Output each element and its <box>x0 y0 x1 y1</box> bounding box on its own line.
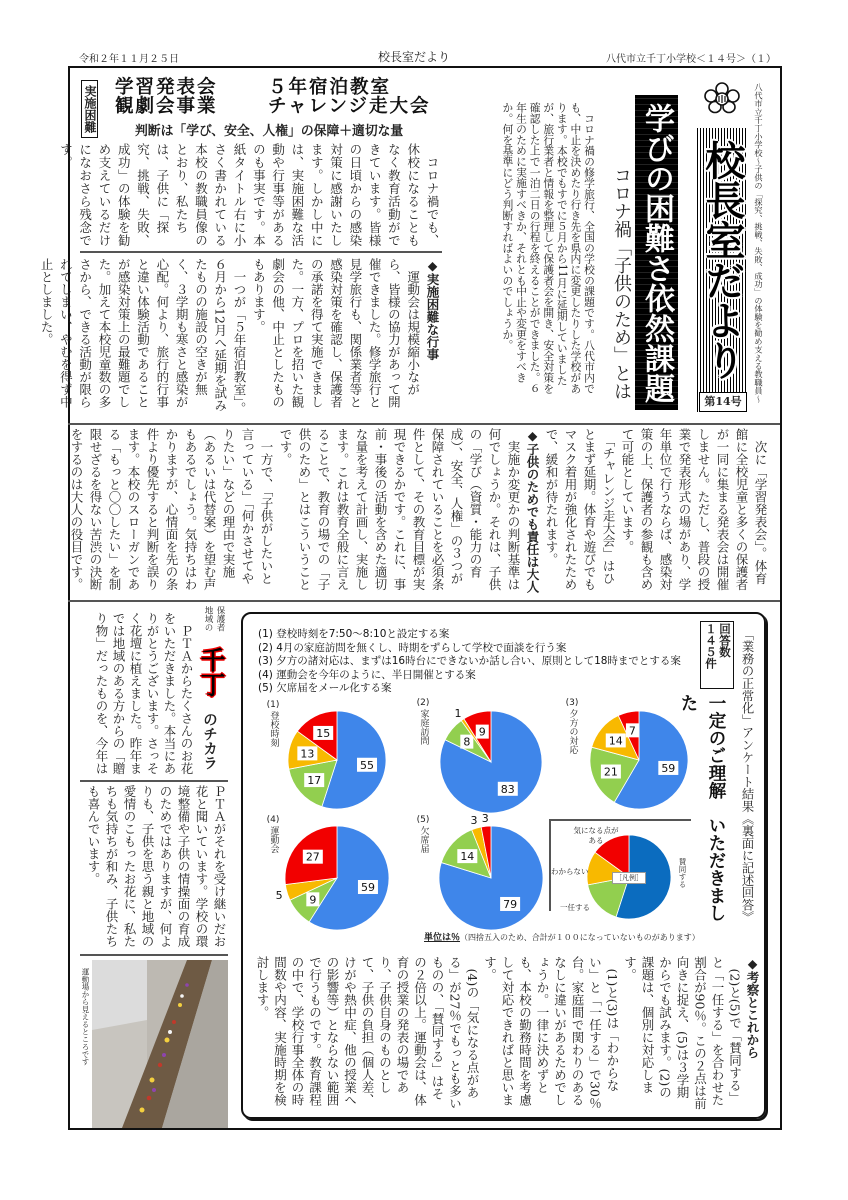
paragraph: 実施か変更かの判断基準は何でしょうか。それは、子供の「学び（資質・能力の育成）、安全、人権」の３つが保障されていることを必須条件として、その教育目標が実現できるかです。これに、事前・事後の活動を含めた適切な量を考えて計画し、実施します。これは教育全般に言えることで、教育の場での「子供のため」とはこういうことです。 <box>278 428 521 591</box>
pie-label: 欠席届 <box>418 826 429 853</box>
pie-1-label-2 <box>297 746 317 760</box>
pie-number: (1) <box>266 700 280 710</box>
legend-title: ［凡例］ <box>612 872 646 884</box>
pie-5-label-2 <box>471 814 478 827</box>
svg-text:59: 59 <box>661 761 676 775</box>
svg-text:15: 15 <box>316 726 331 740</box>
paragraph: 一つが「５年宿泊教室」。６月から12月へ延期を試みたものの施設の空きが無く、３学期も寒さと感染が心配。何より、旅行的行事と違い体験活動であることが感染対策上の最難題でした。加えて本校児童数の多さから、できる活動が限られてしまい、やむを得ず中止としました。 <box>39 258 248 415</box>
chart-footnote <box>424 930 700 943</box>
pie-5-label-1 <box>457 849 477 863</box>
issue-number: 第14号 <box>699 392 747 412</box>
legend-delegate: 一任する <box>560 903 590 912</box>
pta-brand-logo: 千丁 <box>197 647 226 697</box>
proposal-item: (3) 夕方の諸対応は、まずは16時台にできないか話し合い、原則として18時までとする案 <box>258 655 681 668</box>
pta-brand-suffix: のチカラ <box>201 712 217 770</box>
pie-2-label-0 <box>498 782 518 796</box>
pie-1-label-0 <box>357 758 377 772</box>
svg-text:9: 9 <box>309 893 317 907</box>
paragraph: (4)の「気になる点がある」が27％でもっとも多いものの、「賛同する」はその２倍以上。運動会は、体育の授業の発表の場であり、子供自身のものとして、子供の負担（個人差、けがや熱中症、他の授業への影響等）とならない範囲で行うものです。教育課程の中で、学校行事全体の時間数や内容、実施時期を検討します。 <box>255 956 480 1110</box>
heading-right-2: チャレンジ走大会 <box>268 96 431 117</box>
legend-unsure: わからない <box>551 867 589 876</box>
header-title: 校長室だより <box>378 50 451 64</box>
paragraph: 運動会は規模縮小ながら、皆様の協力があって開催できました。修学旅行と見学旅行も、関係業者等と感染対策を確認し、保護者の承諾を得て実施できました。一方、プロを招いた観劇会の他、中止としたものもあります。 <box>251 258 421 408</box>
headline-sub: コロナ禍「子供のため」とは <box>611 166 632 400</box>
svg-text:14: 14 <box>460 850 475 864</box>
svg-text:3: 3 <box>481 811 489 825</box>
svg-text:7: 7 <box>628 724 636 738</box>
pta-text-upper: ＰＴＡからたくさんのお花をいただきました。本当にありがとうございます。さっそく花壇に植えました。昨年までは地域のある方からの「贈り物」だったものを、今年は <box>94 612 194 775</box>
paragraph: (2)と(5)で「賛同する」と「一任する」を合わせた割合が90％。この２点は前向きに捉え、(5)は３学期からでも試みます。(2)の課題は、個別に対応します。 <box>622 956 743 1110</box>
proposal-item: (5) 欠席届をメール化する案 <box>258 682 392 695</box>
pie-1-label-3 <box>313 726 333 740</box>
pie-number: (2) <box>416 698 430 708</box>
article-subheading: 判断は「学び、安全、人権」の保障＋適切な量 <box>135 124 404 139</box>
legend-concern: 気になる点がある <box>573 826 619 845</box>
heading-left-1: 学習発表会 <box>115 77 218 98</box>
pie-label: 夕方の対応 <box>567 709 578 754</box>
pie-2-label-3 <box>476 725 489 739</box>
svg-text:14: 14 <box>608 734 623 748</box>
heading-left-2: 観劇会事業 <box>115 96 218 117</box>
kicker-line: 地域の <box>203 606 213 632</box>
masthead-tagline: 八代市立千丁小学校～子供の「探究、挑戦、失敗、成功」の体験を勧め支える教職員～ <box>754 83 764 403</box>
pie-3-label-1 <box>601 765 621 779</box>
header-issue: 八代市立千丁小学校＜１４号＞（１） <box>606 54 776 65</box>
svg-text:3: 3 <box>470 814 478 828</box>
pie-4-label-1 <box>306 892 319 906</box>
svg-text:27: 27 <box>305 850 320 864</box>
pie-number: (4) <box>266 815 280 825</box>
svg-text:9: 9 <box>478 725 486 739</box>
status-badge: 実施困難 <box>81 80 98 138</box>
svg-text:17: 17 <box>307 774 322 788</box>
pie-label: 家庭訪問 <box>418 709 429 745</box>
svg-text:59: 59 <box>360 880 375 894</box>
survey-title: 「業務の正常化」アンケート結果《裏面に記述回答》 <box>740 628 754 924</box>
pta-text-lower: ＰＴＡがそれを受け継いだお花と聞いています。学校の環境整備や子供の情操面の育成のためではありますが、何よりも、子供を思う親と地域の愛情のこもったお花に、私たちも気持ちが和み、子供たちも喜んでいます。 <box>86 785 227 948</box>
section-heading: ◆考察とこれから <box>745 956 760 1059</box>
footnote-unit: 単位は％ <box>424 933 461 943</box>
pie-label: 登校時刻 <box>268 711 279 747</box>
count-label: 回答数 <box>718 623 732 658</box>
paragraph: 次に「学習発表会」。体育館に全校児童と多くの保護者が一同に集まる発表会は開催しません。ただし、普段の授業で発表形式の場があり、学年単位で行うならば、感染対策の上、保護者の参観も含めて可能としています。 <box>620 428 768 591</box>
pie-2-label-2 <box>455 707 462 720</box>
svg-text:8: 8 <box>463 735 471 749</box>
paragraph: コロナ禍でも、休校になることもなく教育活動ができています。皆様の日頃からの感染対策に感謝いたします。しかし中には、実施困難な活動や行事等があるのも事実です。本紙タイトル右に小さく書かれている本校の教職員像のとおり、私たちは、子供に「探究、挑戦、失敗、成功」の体験を勧め支えているだけになおさら残念です。 <box>58 143 440 247</box>
pie-1-label-1 <box>304 773 324 787</box>
headline-main: 学びの困難さ依然課題 <box>635 95 678 410</box>
paragraph: コロナ禍の修学旅行、全国の学校の課題です。八代市内でも、中止を決めたり行き先を県内に変更したりした学校があります。本校でもすでに５月から11月に延期していましたが、旅行業者と情報を整理して保護者会を開き、安全対策を確認した上で一泊二日の行程を終えることができました。６年生のために実施すべきか、それとも中止や変更をすべきか。何を基準にどう判断すればよいのでしょうか。 <box>501 102 596 394</box>
masthead-title: 校長室だより <box>699 139 746 380</box>
svg-text:13: 13 <box>300 747 315 761</box>
pie-4-label-0 <box>358 880 378 894</box>
svg-text:79: 79 <box>503 897 518 911</box>
paragraph: 「チャレンジ走大会」はひとまず延期。体育や遊びでもマスク着用が強化されたためで、緩和が待たれます。 <box>544 428 616 591</box>
pie-4-label-3 <box>303 850 323 864</box>
legend-frame-left <box>549 819 551 911</box>
svg-text:5: 5 <box>275 888 283 902</box>
pie-label: 運動会 <box>268 826 279 853</box>
pie-5-label-0 <box>500 897 520 911</box>
legend-agree: 賛同する <box>678 858 687 888</box>
pie-caption-4 <box>263 815 283 853</box>
proposal-item: (4) 運動会を今年のように、半日開催とする案 <box>258 668 476 681</box>
svg-text:21: 21 <box>603 765 618 779</box>
pie-3-label-2 <box>606 733 626 747</box>
pie-3-label-3 <box>626 723 639 737</box>
issue-date: 令和２年１１月２５日 <box>79 54 179 65</box>
count-value: １４５件 <box>704 623 718 669</box>
paragraph: 一方で、「子供がしたいと言っている」「何かさせてやりたい」などの理由で実施（あるいは代替案）を望む声もあるでしょう。気持ちはわかりますが、心情面を先の条件より優先すると判断を誤ります。本校のスローガンである「もっと〇〇したい」を制限せざるを得ない苦渋の決断をするのは大人の役目です。 <box>69 428 274 591</box>
survey-conclusion <box>257 956 761 1110</box>
pie-3-label-0 <box>658 761 678 775</box>
section-heading: ◆子供のためでも責任は大人 <box>525 428 540 593</box>
heading-right-1: ５年宿泊教室 <box>268 77 392 98</box>
kicker-line: 保護者 <box>215 606 225 632</box>
pie-4-label-2 <box>276 889 283 902</box>
pie-caption-3 <box>562 698 582 754</box>
pie-2-label-1 <box>460 735 473 749</box>
proposal-item: (2) 4月の家庭訪問を無くし、時期をずらして学校で面談を行う案 <box>258 641 567 654</box>
pie-number: (3) <box>565 698 579 708</box>
pie-caption-2 <box>413 698 433 745</box>
photo-caption: 運動場から見えるところです <box>81 968 90 1066</box>
svg-text:1: 1 <box>454 706 462 720</box>
svg-text:55: 55 <box>360 758 375 772</box>
paragraph: (1)と(3)は「わからない」と「一任する」で30％台。家庭間で関わりのあるなしに違いがあるためでしょうか。一律に決めずとも、本校の勤務時間を考慮して対応できればと思います。 <box>482 956 620 1110</box>
svg-text:83: 83 <box>500 782 515 796</box>
proposal-item: (1) 登校時刻を7:50～8:10と設定する案 <box>258 628 450 640</box>
section-heading: ◆実施困難な行事 <box>425 258 440 361</box>
pie-5-label-3 <box>482 812 489 825</box>
pie-caption-5 <box>413 815 433 853</box>
legend-frame-top <box>549 819 691 821</box>
pie-caption-1 <box>263 700 283 747</box>
pie-number: (5) <box>416 815 430 825</box>
footnote-note: （四捨五入のため、合計が１００になっていないものがあります） <box>460 933 700 942</box>
survey-headline: 一定のご理解 いただきました <box>678 694 726 922</box>
